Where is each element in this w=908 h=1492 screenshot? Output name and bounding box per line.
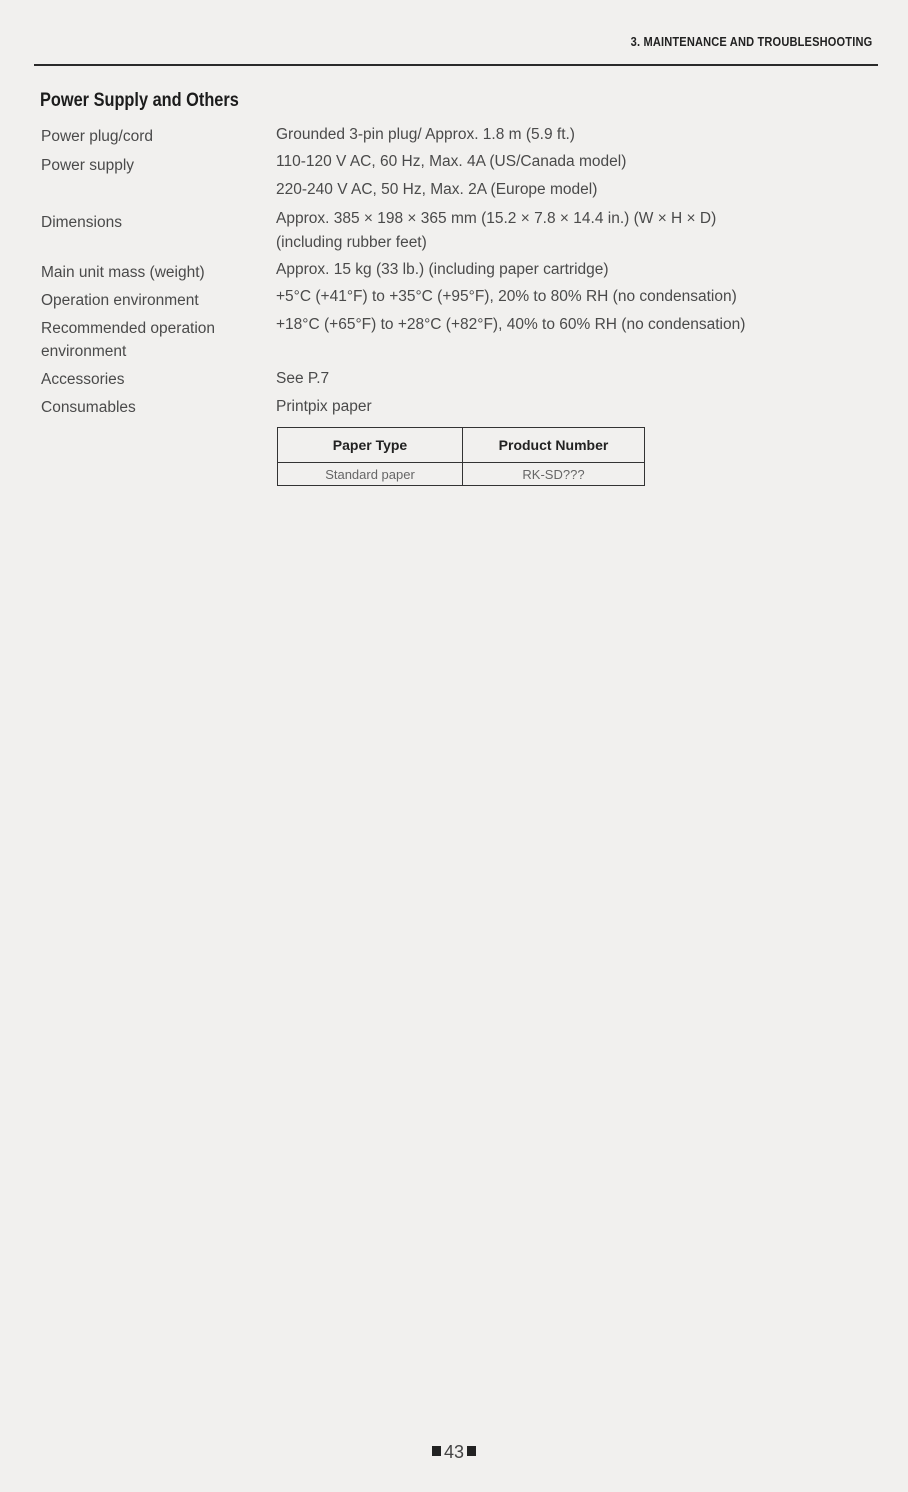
table-header-paper-type: Paper Type	[278, 428, 463, 463]
spec-label-recommended-env: Recommended operation	[41, 320, 216, 337]
spec-label-operation-env: Operation environment	[41, 292, 199, 309]
page-number-text: 43	[443, 1442, 465, 1462]
chapter-header: 3. MAINTENANCE AND TROUBLESHOOTING	[630, 34, 872, 49]
spec-value-operation-env: +5°C (+41°F) to +35°C (+95°F), 20% to 80% RH (no condensation)	[276, 288, 737, 305]
spec-value-power-plug: Grounded 3-pin plug/ Approx. 1.8 m (5.9 ft.)	[276, 126, 575, 143]
table-cell-product-number: RK-SD???	[463, 463, 645, 486]
table-cell-paper-type: Standard paper	[278, 463, 463, 486]
spec-label-power-supply: Power supply	[41, 157, 135, 174]
spec-label-recommended-env-cont: environment	[41, 343, 127, 360]
section-title: Power Supply and Others	[40, 90, 239, 111]
spec-value-dimensions: Approx. 385 × 198 × 365 mm (15.2 × 7.8 × 14.4 in.) (W × H × D)	[276, 210, 717, 227]
spec-label-consumables: Consumables	[41, 399, 136, 416]
spec-value-power-supply-us: 110-120 V AC, 60 Hz, Max. 4A (US/Canada model)	[276, 153, 627, 170]
spec-value-mass: Approx. 15 kg (33 lb.) (including paper cartridge)	[276, 261, 609, 278]
spec-value-power-supply-eu: 220-240 V AC, 50 Hz, Max. 2A (Europe model)	[276, 181, 598, 198]
table-row	[278, 463, 645, 486]
header-rule	[34, 64, 878, 66]
spec-label-accessories: Accessories	[41, 371, 125, 388]
spec-label-power-plug: Power plug/cord	[41, 128, 154, 145]
spec-label-dimensions: Dimensions	[41, 214, 122, 231]
spec-value-consumables: Printpix paper	[276, 398, 372, 415]
square-bullet-right-icon	[467, 1446, 476, 1456]
spec-value-accessories: See P.7	[276, 370, 330, 387]
page-number	[0, 1442, 908, 1463]
paper-table	[277, 427, 645, 486]
square-bullet-left-icon	[432, 1446, 441, 1456]
spec-label-mass: Main unit mass (weight)	[41, 264, 205, 281]
table-header-product-number: Product Number	[463, 428, 645, 463]
spec-value-dimensions-note: (including rubber feet)	[276, 234, 427, 251]
spec-value-recommended-env: +18°C (+65°F) to +28°C (+82°F), 40% to 60% RH (no condensation)	[276, 316, 746, 333]
table-header-row	[278, 428, 645, 463]
